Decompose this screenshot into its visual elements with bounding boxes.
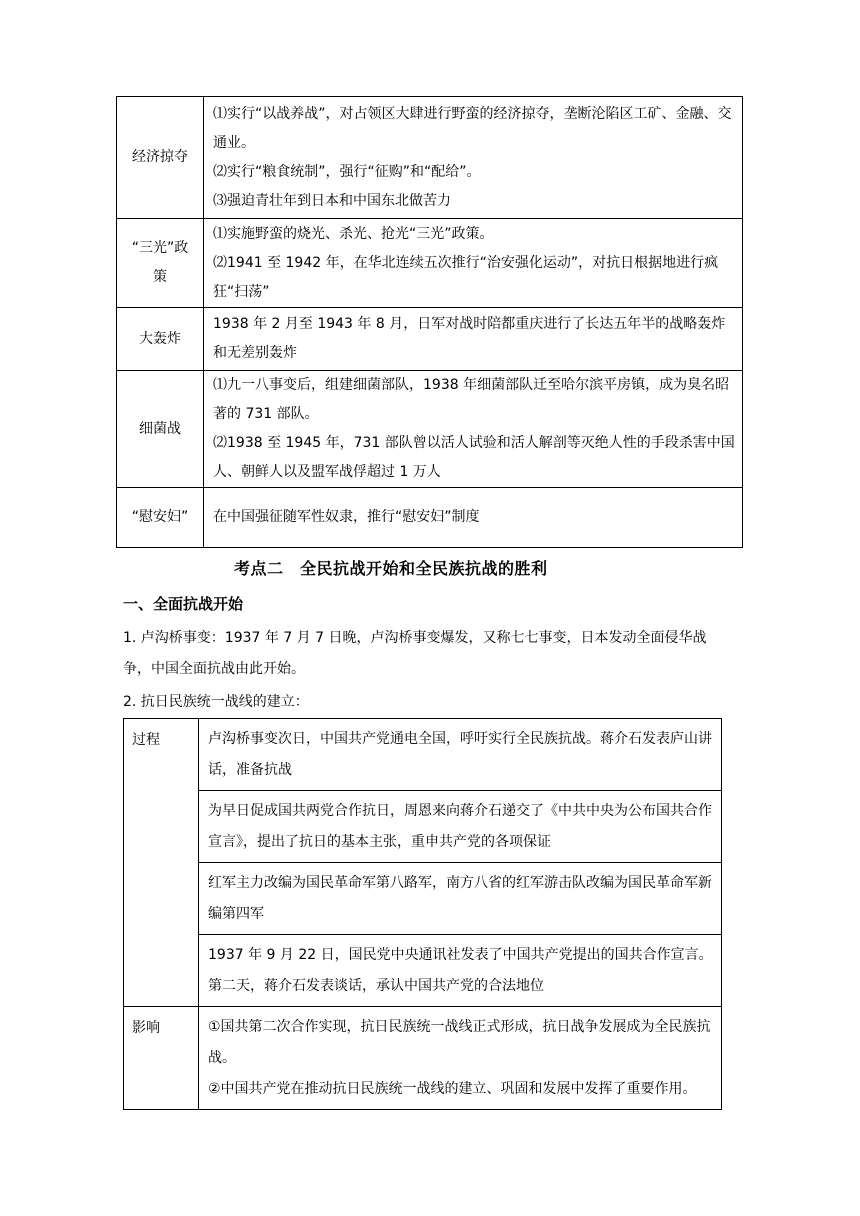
content-line: ⑵实行“粮食统制”，强行“征购”和“配给”。 <box>213 163 481 180</box>
table-row <box>124 863 722 935</box>
japanese-atrocities-table <box>116 96 743 548</box>
content-line: ⑴实行“以战养战”，对占领区大肆进行野蛮的经济掠夺，垄断沦陷区工矿、金融、交通业。 <box>213 105 732 151</box>
content-line: ①国共第二次合作实现，抗日民族统一战线正式形成，抗日战争发展成为全民族抗战。 <box>208 1019 711 1066</box>
row-content <box>204 97 743 219</box>
row-label: 过程 <box>124 719 199 1007</box>
row-label: 细菌战 <box>117 371 204 488</box>
content-line: 1938 年 2 月至 1943 年 8 月，日军对战时陪都重庆进行了长达五年半的战略轰炸和无差别轰炸 <box>213 316 726 361</box>
row-content <box>204 488 743 548</box>
row-content: 为早日促成国共两党合作抗日，周恩来向蒋介石递交了《中共中央为公布国共合作宣言》，提出了抗日的基本主张，重申共产党的各项保证 <box>199 791 722 863</box>
row-content: 1937 年 9 月 22 日，国民党中央通讯社发表了中国共产党提出的国共合作宣言。第二天，蒋介石发表谈话，承认中国共产党的合法地位 <box>199 935 722 1007</box>
content-line: ②中国共产党在推动抗日民族统一战线的建立、巩固和发展中发挥了重要作用。 <box>208 1081 697 1097</box>
row-label: “慰安妇” <box>117 488 204 548</box>
row-content <box>204 371 743 488</box>
content-line: 在中国强征随军性奴隶，推行“慰安妇”制度 <box>213 509 480 525</box>
subsection-heading: 一、全面抗战开始 <box>123 595 244 613</box>
content-line: ⑴九一八事变后，组建细菌部队，1938 年细菌部队迁至哈尔滨平房镇，成为臭名昭著的 731 部队。 <box>213 377 730 422</box>
table-row <box>124 719 722 791</box>
content-line: ⑵1938 至 1945 年，731 部队曾以活人试验和活人解剖等灭绝人性的手段杀害中国人、朝鲜人以及盟军战俘超过 1 万人 <box>213 435 735 480</box>
table-row <box>124 791 722 863</box>
table-row <box>124 1007 722 1110</box>
row-label: “三光”政策 <box>117 219 204 308</box>
row-content <box>199 1007 722 1110</box>
row-content: 红军主力改编为国民革命军第八路军，南方八省的红军游击队改编为国民革命军新编第四军 <box>199 863 722 935</box>
paragraph: 2. 抗日民族统一战线的建立： <box>123 694 309 710</box>
content-line: ⑴实施野蛮的烧光、杀光、抢光“三光”政策。 <box>213 225 494 242</box>
content-line: ⑵1941 至 1942 年，在华北连续五次推行“治安强化运动”，对抗日根据地进行疯狂“扫荡” <box>213 254 719 300</box>
row-label: 影响 <box>124 1007 199 1110</box>
row-label: 大轰炸 <box>117 308 204 371</box>
table-row <box>117 219 743 308</box>
content-line: ⑶强迫青壮年到日本和中国东北做苦力 <box>213 192 451 209</box>
row-content: 卢沟桥事变次日，中国共产党通电全国，呼吁实行全民族抗战。蒋介石发表庐山讲话，准备抗战 <box>199 719 722 791</box>
table-row <box>117 308 743 371</box>
table-row <box>124 935 722 1007</box>
paragraph: 1. 卢沟桥事变：1937 年 7 月 7 日晚，卢沟桥事变爆发，又称七七事变，日本发动全面侵华战争，中国全面抗战由此开始。 <box>123 630 707 677</box>
table-row <box>117 371 743 488</box>
table-row <box>117 488 743 548</box>
table-row <box>117 97 743 219</box>
united-front-table <box>123 718 722 1110</box>
section-heading: 考点二 全民抗战开始和全民族抗战的胜利 <box>234 559 548 578</box>
row-content <box>204 308 743 371</box>
row-content <box>204 219 743 308</box>
row-label: 经济掠夺 <box>117 97 204 219</box>
